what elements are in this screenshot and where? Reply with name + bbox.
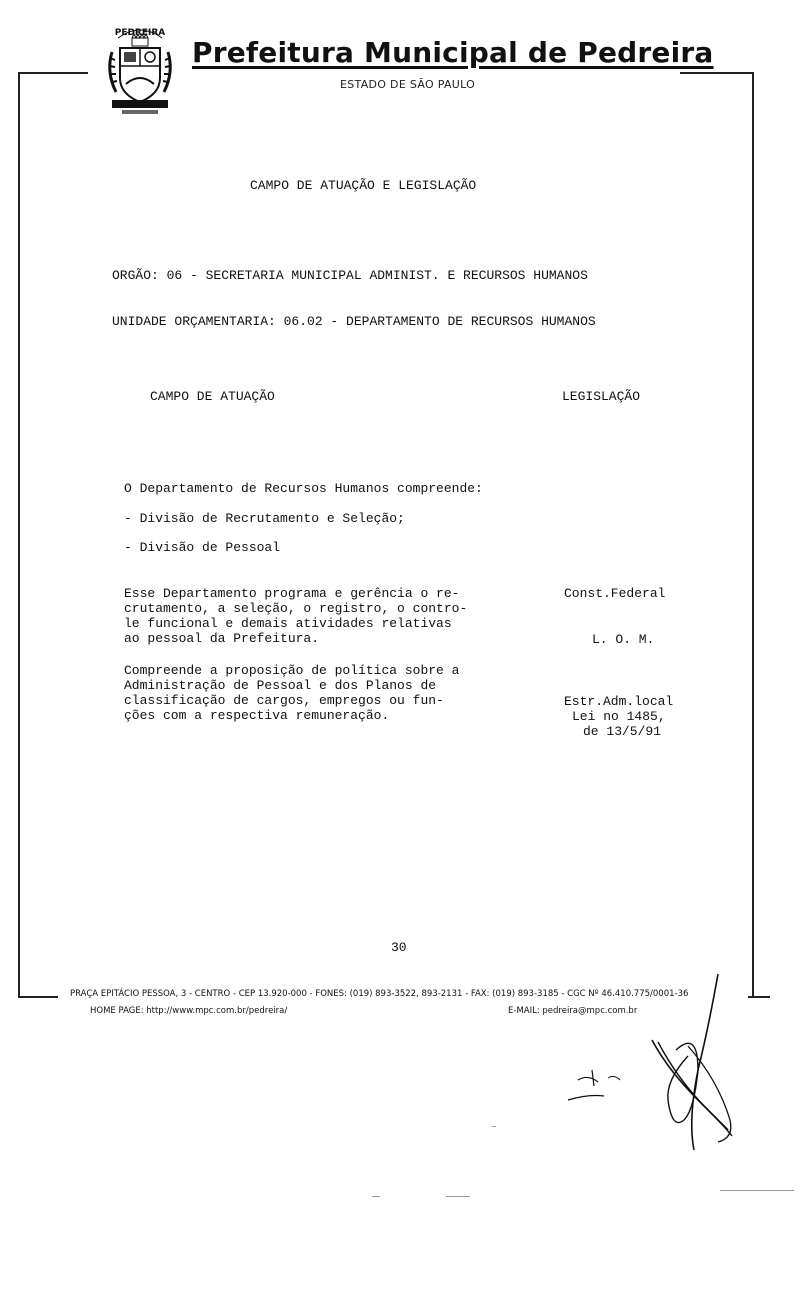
frame-bottom-right [748,996,770,998]
legislacao-const-federal: Const.Federal [564,586,666,601]
unidade-line: UNIDADE ORÇAMENTARIA: 06.02 - DEPARTAMENTO DE RECURSOS HUMANOS [112,314,596,329]
scan-speck [372,1196,380,1197]
page-title: Prefeitura Municipal de Pedreira [192,36,714,69]
legislacao-lom: L. O. M. [592,632,655,647]
intro-text: O Departamento de Recursos Humanos compreende: [124,481,483,496]
legislacao-lei: Lei no 1485, [572,709,666,724]
legislacao-estr-adm: Estr.Adm.local [564,694,674,709]
coat-of-arms-icon [104,22,176,118]
scan-speck [446,1196,470,1197]
frame-right [752,72,754,996]
scan-speck [492,1126,496,1127]
paragraph-programa: Esse Departamento programa e gerência o re- crutamento, a seleção, o registro, o contro- le funcional e demais atividades relativas ao pessoal da Prefeitura. [124,586,468,646]
orgao-line: ORGÃO: 06 - SECRETARIA MUNICIPAL ADMINIST. E RECURSOS HUMANOS [112,268,588,283]
page-subtitle: ESTADO DE SÃO PAULO [340,78,476,91]
document-heading: CAMPO DE ATUAÇÃO E LEGISLAÇÃO [250,178,477,193]
frame-bottom-left [18,996,58,998]
column-header-legislacao: LEGISLAÇÃO [562,389,641,404]
handwritten-signature [548,970,748,1160]
svg-text:PEDREIRA: PEDREIRA [114,28,166,38]
list-item-recrutamento: - Divisão de Recrutamento e Seleção; [124,511,405,526]
frame-top-left [18,72,88,74]
column-header-campo: CAMPO DE ATUAÇÃO [150,389,275,404]
page-number: 30 [391,940,407,955]
frame-left [18,72,20,997]
legislacao-data: de 13/5/91 [583,724,662,739]
footer-address: PRAÇA EPITÁCIO PESSOA, 3 - CENTRO - CEP 13.920-000 - FONES: (019) 893-3522, 893-2131 - FAX: (019) 893-3185 - CGC Nº 46.410.775/0001-36 [70,989,689,999]
paragraph-politica: Compreende a proposição de política sobre a Administração de Pessoal e dos Planos de classificação de cargos, empregos ou fun- ções com a respectiva remuneração. [124,663,460,723]
frame-top-right [680,72,753,74]
list-item-pessoal: - Divisão de Pessoal [124,540,281,555]
footer-homepage: HOME PAGE: http://www.mpc.com.br/pedreira/ [90,1006,288,1016]
footer-email: E-MAIL: pedreira@mpc.com.br [508,1006,638,1016]
scan-speck [720,1190,794,1191]
